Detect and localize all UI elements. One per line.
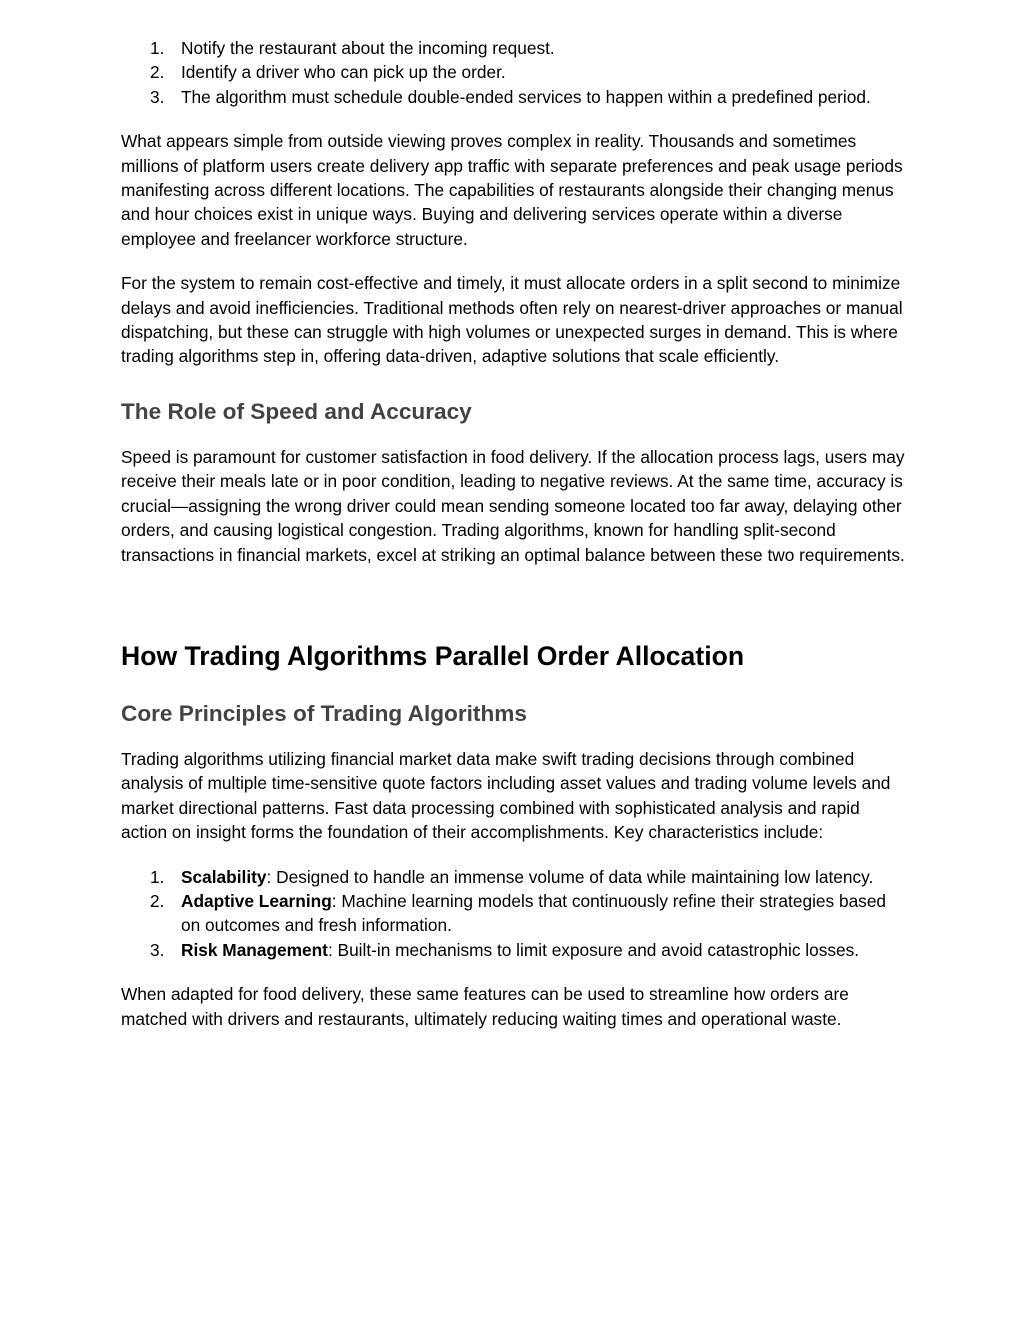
core-principles-heading: Core Principles of Trading Algorithms <box>121 700 527 726</box>
list-item <box>121 85 907 109</box>
list-number: 1. <box>150 866 165 887</box>
characteristic-desc: : Designed to handle an immense volume of data while maintaining low latency. <box>266 866 874 887</box>
characteristic-desc: : Built-in mechanisms to limit exposure and avoid catastrophic losses. <box>327 939 860 960</box>
list-number: 1. <box>150 38 165 58</box>
parallel-allocation-heading: How Trading Algorithms Parallel Order Allocation <box>121 640 745 671</box>
list-item <box>121 938 907 962</box>
list-item-text: Identify a driver who can pick up the order. <box>181 62 506 83</box>
document-page <box>121 36 907 1051</box>
list-item <box>121 60 907 84</box>
characteristic-desc: : Machine learning models that continuously refine their strategies based on outcomes and fresh information. <box>181 890 887 936</box>
allocation-steps-list <box>121 36 907 109</box>
core-principles-paragraph: Trading algorithms utilizing financial market data make swift trading decisions through combined analysis of multiple time-sensitive quote factors including asset values and trading volume levels and market directional patterns. Fast data processing combined with sophisticated analysis and rapid action on insight forms the foundation of their accomplishments. Key characteristics include: <box>121 748 891 843</box>
list-item-text: The algorithm must schedule double-ended services to happen within a predefined period. <box>181 86 871 107</box>
characteristic-term: Scalability <box>181 866 267 887</box>
list-number: 3. <box>150 86 165 107</box>
list-item <box>121 865 907 889</box>
complexity-paragraph: What appears simple from outside viewing proves complex in reality. Thousands and sometimes millions of platform users create delivery app traffic with separate preferences and peak usage periods manifesting across different locations. The capabilities of restaurants alongside their changing menus and hour choices exist in unique ways. Buying and delivering services operate within a diverse employee and freelancer workforce structure. <box>121 131 903 249</box>
list-number: 2. <box>150 890 165 911</box>
list-number: 2. <box>150 62 165 83</box>
speed-accuracy-heading: The Role of Speed and Accuracy <box>121 398 472 424</box>
speed-accuracy-paragraph: Speed is paramount for customer satisfaction in food delivery. If the allocation process lags, users may receive their meals late or in poor condition, leading to negative reviews. At the same time, accuracy is crucial—assigning the wrong driver could mean sending someone located too far away, delaying other orders, and causing logistical congestion. Trading algorithms, known for handling split-second transactions in financial markets, excel at striking an optimal balance between these two requirements. <box>121 446 905 565</box>
list-number: 3. <box>150 939 165 960</box>
list-item-text: Notify the restaurant about the incoming request. <box>181 38 555 58</box>
closing-paragraph: When adapted for food delivery, these same features can be used to streamline how orders are matched with drivers and restaurants, ultimately reducing waiting times and operational waste. <box>121 984 849 1029</box>
characteristic-term: Adaptive Learning <box>181 890 332 911</box>
cost-effective-paragraph: For the system to remain cost-effective and timely, it must allocate orders in a split second to minimize delays and avoid inefficiencies. Traditional methods often rely on nearest-driver approaches or manual dispatching, but these can struggle with high volumes or unexpected surges in demand. This is where trading algorithms step in, offering data-driven, adaptive solutions that scale efficiently. <box>121 273 903 367</box>
characteristic-term: Risk Management <box>181 939 328 960</box>
characteristics-list <box>121 865 907 963</box>
list-item <box>121 889 907 938</box>
list-item <box>121 36 907 60</box>
